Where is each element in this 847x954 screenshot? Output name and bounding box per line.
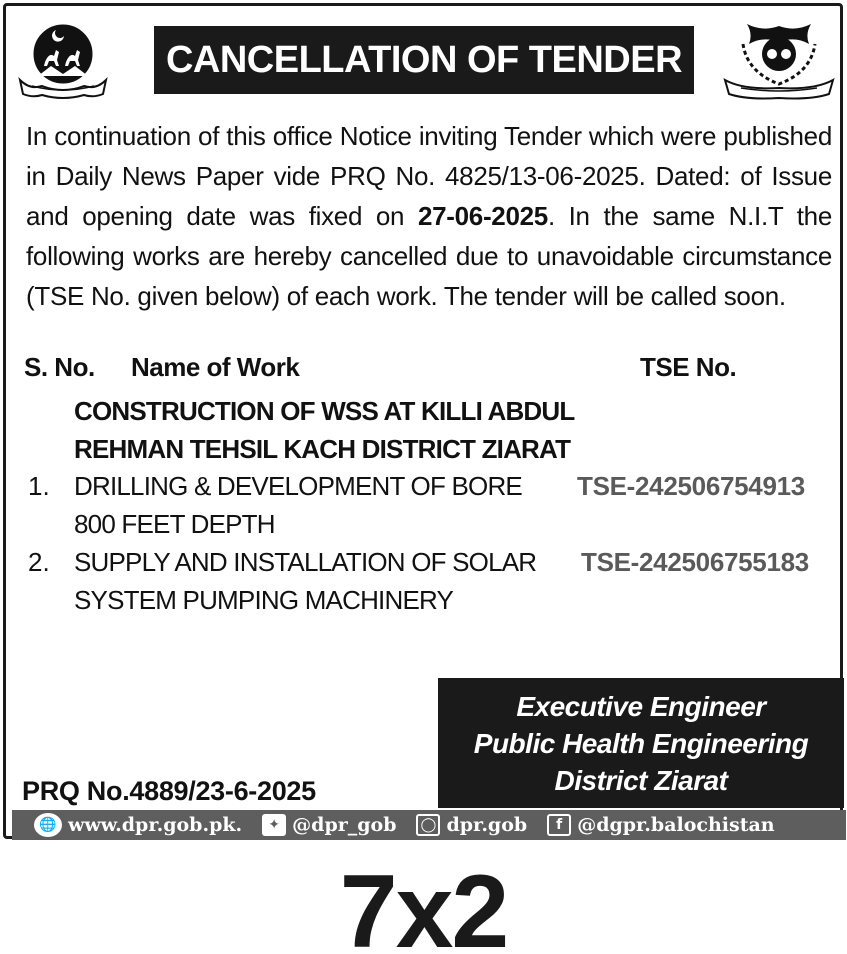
footer-twitter[interactable]	[262, 814, 396, 836]
item-tse-number: TSE-242506754913	[577, 471, 805, 501]
footer-website[interactable]	[34, 813, 242, 837]
item-name-line: SYSTEM PUMPING MACHINERY	[74, 585, 454, 615]
item-name	[74, 467, 594, 543]
website-text: www.dpr.gob.pk.	[68, 814, 243, 836]
work-title	[74, 392, 674, 468]
twitter-handle: @dpr_gob	[292, 814, 397, 836]
twitter-icon: ✦	[262, 814, 286, 836]
facebook-icon: f	[547, 814, 571, 836]
work-title-line: REHMAN TEHSIL KACH DISTRICT ZIARAT	[74, 434, 571, 464]
signatory-line: Public Health Engineering	[473, 727, 809, 759]
signatory-block	[438, 678, 844, 808]
header-serial-no: S. No.	[24, 352, 95, 382]
footer-instagram[interactable]	[416, 814, 527, 836]
signatory-line: District Ziarat	[554, 764, 728, 796]
header-name-of-work: Name of Work	[131, 352, 300, 382]
item-number: 1.	[28, 471, 50, 501]
footer-contact-bar	[12, 810, 846, 840]
signatory-line: Executive Engineer	[516, 690, 766, 722]
body-text-part2: . In the same N.I.T the following works are hereby cancelled due to unavoidable circumstance (TSE No. given below) of each work. The tender will be called soon.	[26, 201, 832, 311]
item-name-line: SUPPLY AND INSTALLATION OF SOLAR	[74, 547, 537, 577]
prq-number: PRQ No.4889/23-6-2025	[22, 776, 316, 806]
body-text-part1: In continuation of this office Notice inviting Tender which were published in Daily News Paper vide PRQ No. 4825/13-06-2025. Dated: of Issue and opening date was fixed on	[26, 121, 832, 231]
instagram-handle: dpr.gob	[446, 814, 528, 836]
work-title-line: CONSTRUCTION OF WSS AT KILLI ABDUL	[74, 396, 575, 426]
instagram-icon: ◯	[416, 814, 440, 836]
footer-facebook[interactable]	[547, 814, 774, 836]
item-name-line: DRILLING & DEVELOPMENT OF BORE	[74, 471, 522, 501]
ad-size-label: 7x2	[339, 854, 508, 954]
dgpr-emblem-logo	[719, 18, 839, 102]
opening-date: 27-06-2025	[417, 201, 548, 231]
notice-title: CANCELLATION OF TENDER	[154, 26, 694, 94]
notice-frame	[3, 3, 843, 839]
balochistan-emblem-logo	[16, 18, 110, 102]
header-tse-no: TSE No.	[640, 352, 737, 382]
item-name-line: 800 FEET DEPTH	[74, 509, 275, 539]
item-tse-number: TSE-242506755183	[581, 547, 809, 577]
notice-body	[26, 116, 832, 316]
item-name	[74, 543, 594, 619]
item-number: 2.	[28, 547, 50, 577]
facebook-handle: @dgpr.balochistan	[577, 814, 775, 836]
globe-icon: 🌐	[34, 813, 62, 837]
